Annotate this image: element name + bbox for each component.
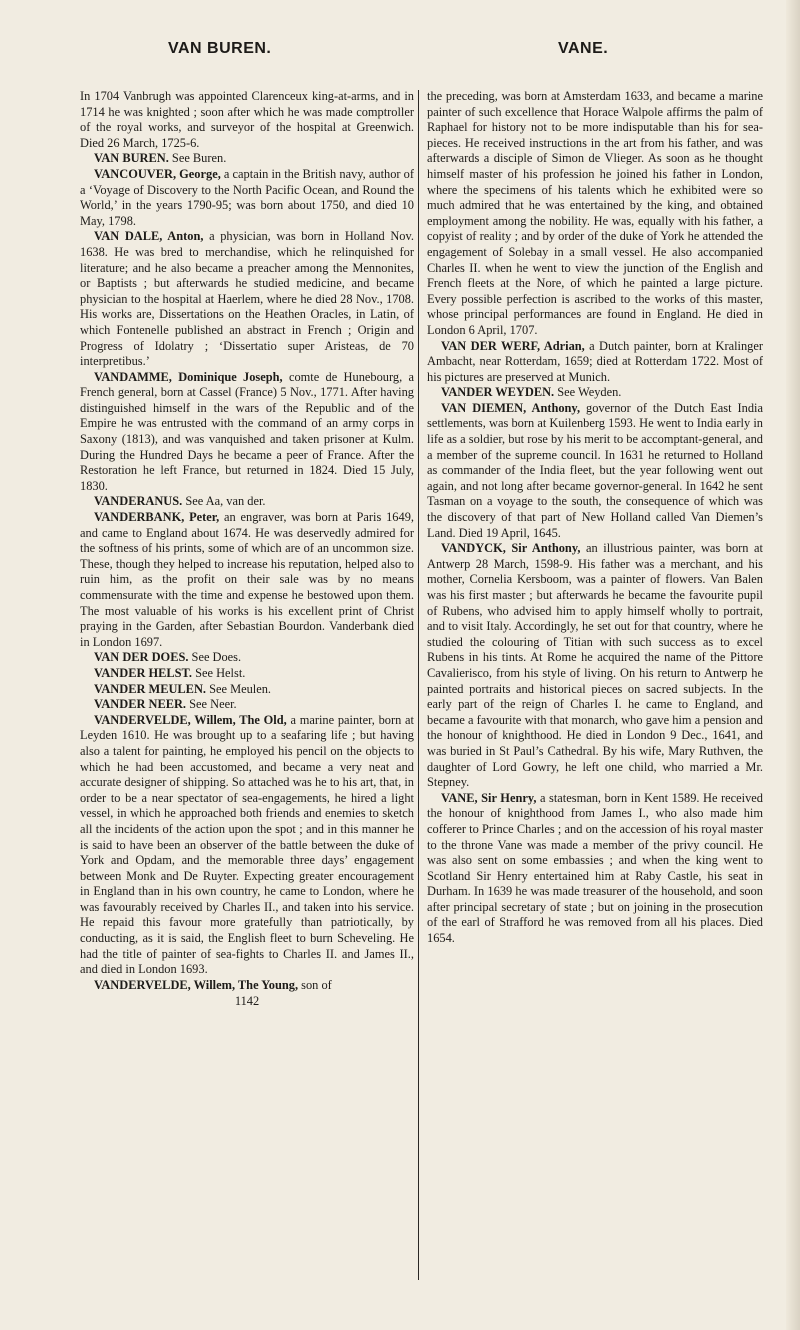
dictionary-entry — [80, 978, 414, 994]
entry-text: governor of the Dutch East India settlements, was born at Kuilenberg 1593. He went to India early in life as a soldier, but rose by his merit to be accomptant-general, and a member of the supreme council. In 1631 he returned to Holland as commander of the India fleet, but the year following went out again, and not long after became governor-general. In 1642 he sent Tasman on a voyage to the south, the consequence of which was the discovery of that part of New Holland called Van Diemen’s Land. Died 19 April, 1645. — [427, 400, 763, 540]
entry-headword: VANDERVELDE, Willem, The Young, — [94, 977, 299, 992]
entry-headword: VAN DER DOES. — [94, 650, 189, 665]
dictionary-entry — [80, 151, 414, 167]
dictionary-entry — [80, 229, 414, 369]
entry-headword: VANDERANUS. — [94, 494, 183, 509]
entry-text: See Aa, van der. — [182, 494, 266, 509]
dictionary-entry — [80, 713, 414, 978]
left-column — [80, 89, 414, 1010]
dictionary-entry — [80, 494, 414, 510]
entry-headword: VANE, Sir Henry, — [441, 790, 537, 805]
entry-text: a statesman, born in Kent 1589. He received the honour of knighthood from James I., who also made him cofferer to Prince Charles ; and on the accession of his royal master to the throne Vane was made a member of the privy council. He was also sent on some embassies ; and when the king went to Scotland Sir Henry entertained him at Raby Castle, his seat in Durham. In 1639 he was made treasurer of the household, and soon after principal secretary of state ; but on joining in the prosecution of the earl of Strafford he was removed from all his places. Died 1654. — [427, 790, 763, 946]
dictionary-entry — [427, 339, 763, 386]
entry-headword: VANDER HELST. — [94, 665, 193, 680]
entry-headword: VANDER NEER. — [94, 697, 187, 712]
running-header — [0, 22, 800, 62]
dictionary-entry — [80, 650, 414, 666]
page-number: 1142 — [234, 994, 260, 1009]
entry-text: In 1704 Vanbrugh was appointed Clarenceux king-at-arms, and in 1714 he was knighted ; soon after which he was made comptroller of the royal works, and surveyor of the hospital at Greenwich. Died 26 March, 1725-6. — [80, 89, 414, 150]
entry-headword: VAN DIEMEN, Anthony, — [441, 400, 581, 415]
entry-text: a physician, was born in Holland Nov. 1638. He was bred to merchandise, which he relinquished for literature; and he also became a preacher among the Mennonites, or Baptists ; but afterwards he studied medicine, and became physician to the hospital at Haerlem, where he died 28 Nov., 1708. His works are, Dissertations on the Heathen Oracles, in Latin, of which Fontenelle published an abstract in French ; Origin and Progress of Idolatry ; ‘Dissertatio super Aristeas, de 70 interpretibus.’ — [80, 229, 414, 369]
entry-headword: VAN DER WERF, Adrian, — [441, 338, 585, 353]
entry-text: See Neer. — [186, 697, 237, 712]
entry-headword: VANDAMME, Dominique Joseph, — [94, 369, 283, 384]
entry-text: See Does. — [188, 650, 242, 665]
entry-text: a captain in the British navy, author of a ‘Voyage of Discovery to the North Pacific Ocean, and Round the World,’ in the years 1790-95; was born about 1750, and died 10 May, 1798. — [80, 166, 414, 228]
entry-headword: VANDERBANK, Peter, — [94, 510, 220, 525]
entry-text: the preceding, was born at Amsterdam 1633, and became a marine painter of such excellence that Horace Walpole affirms the palm of Raphael for history not to be more indisputable than his for sea-pieces. He received instructions in the art from his father, and was afterwards a disciple of Simon de Vlieger. As soon as he thought himself master of his profession he joined his father in London, where the specimens of his talents which he exhibited were so much admired that he was entertained by the king, and obtained employment among the nobility. He was, equally with his father, a copyist of reality ; and by order of the duke of York he attended the engagement of Solebay in a small vessel. He also accompanied Charles II. when he went to view the junction of the English and French fleets at the Nore, of which he painted a large picture. Every possible perfection is ascribed to the works of this master, whose principal performances are found in England. He died in London 6 April, 1707. — [427, 89, 763, 337]
entry-text: See Weyden. — [554, 385, 622, 400]
entry-headword: VANDER WEYDEN. — [441, 385, 555, 400]
header-left: VAN BUREN. — [168, 40, 272, 57]
column-divider — [418, 90, 419, 1280]
dictionary-entry — [427, 791, 763, 947]
entry-headword: VANDYCK, Sir Anthony, — [441, 541, 581, 556]
dictionary-entry — [80, 666, 414, 682]
right-column — [427, 89, 763, 947]
entry-text: See Helst. — [192, 665, 246, 680]
entry-text: an engraver, was born at Paris 1649, and came to England about 1674. He was deservedly admired for the softness of his prints, some of which are of an uncommon size. These, though they helped to increase his reputation, helped also to ruin him, as the profit on their sale was by no means commensurate with the time and expense he bestowed upon them. The most valuable of his works is his excellent print of Christ praying in the Garden, after Sebastian Bourdon. Vanderbank died in London 1697. — [80, 510, 414, 649]
dictionary-entry — [80, 510, 414, 650]
dictionary-entry — [80, 89, 414, 151]
dictionary-entry — [427, 89, 763, 339]
dictionary-entry — [80, 682, 414, 698]
header-right: VANE. — [558, 40, 609, 57]
entry-text: an illustrious painter, was born at Antwerp 28 March, 1598-9. His father was a merchant, and his mother, Cornelia Kersboom, was a painter of flowers. Van Balen was his first master ; but afterwards he became the favourite pupil of Rubens, who advised him to apply himself wholly to portrait, and to visit Italy. Accordingly, he set out for that country, where he studied the colouring of Titian with such success as to excel Rubens in his tints. At Rome he acquired the name of the Pittore Cavalierisco, from his style of living. On his return to Antwerp he painted portraits and historical pieces on sacred subjects. In the early part of the reign of Charles I. he came to England, and became a favourite with that monarch, who gave him a pension and the honour of knighthood. He died in London 9 Dec., 1641, and was buried in St Paul’s Cathedral. By his wife, Mary Ruthven, the daughter of Lord Gowry, he left one child, who married a Mr. Stepney. — [427, 541, 764, 790]
entry-text: a marine painter, born at Leyden 1610. He was brought up to a seafaring life ; but having also a talent for painting, he employed his pencil on the objects to which he had been accustomed, and became a very neat and accurate designer of shipping. So attached was he to his art, that, in order to be a near spectator of sea-engagements, he hired a light vessel, in which he approached both friends and enemies to sketch all the incidents of the action upon the spot ; and in this manner he is said to have been an observer of the battle between the duke of York and Opdam, and the memorable three days’ engagement between Monk and De Ruyter. Expecting greater encouragement in England than in his own country, he came to London, where he was favourably received by Charles II., and taken into his service. He repaid this favour more gratefully than patriotically, by conducting, as it is said, the English fleet to burn Scheveling. He had the title of painter of sea-fights to Charles II. and James II., and died in London 1693. — [80, 712, 415, 977]
entry-text: See Buren. — [168, 151, 227, 166]
page-edge — [786, 0, 800, 1330]
entry-headword: VAN BUREN. — [94, 151, 169, 166]
entry-headword: VANDER MEULEN. — [94, 681, 206, 696]
entry-text: See Meulen. — [206, 681, 272, 696]
dictionary-entry — [80, 697, 414, 713]
dictionary-entry — [427, 385, 763, 401]
entry-headword: VAN DALE, Anton, — [94, 229, 204, 244]
dictionary-entry — [80, 167, 414, 229]
entry-headword: VANCOUVER, George, — [94, 166, 221, 181]
dictionary-entry — [427, 401, 763, 541]
entry-headword: VANDERVELDE, Willem, The Old, — [94, 712, 287, 727]
entry-text: a Dutch painter, born at Kralinger Ambacht, near Rotterdam, 1659; died at Rotterdam 1722. Most of his pictures are preserved at Munich. — [427, 338, 764, 384]
dictionary-entry — [427, 541, 763, 791]
entry-text: comte de Hunebourg, a French general, born at Cassel (France) 5 Nov., 1771. After having distinguished himself in the wars of the Republic and of the Empire he was entrusted with the command of an army corps in Saxony (1813), and was vanquished and taken prisoner at Kulm. During the Hundred Days he became a peer of France. After the Restoration he left France, but returned in 1824. Died 15 July, 1830. — [80, 369, 414, 493]
entry-text: son of — [298, 977, 332, 992]
dictionary-entry — [80, 370, 414, 495]
